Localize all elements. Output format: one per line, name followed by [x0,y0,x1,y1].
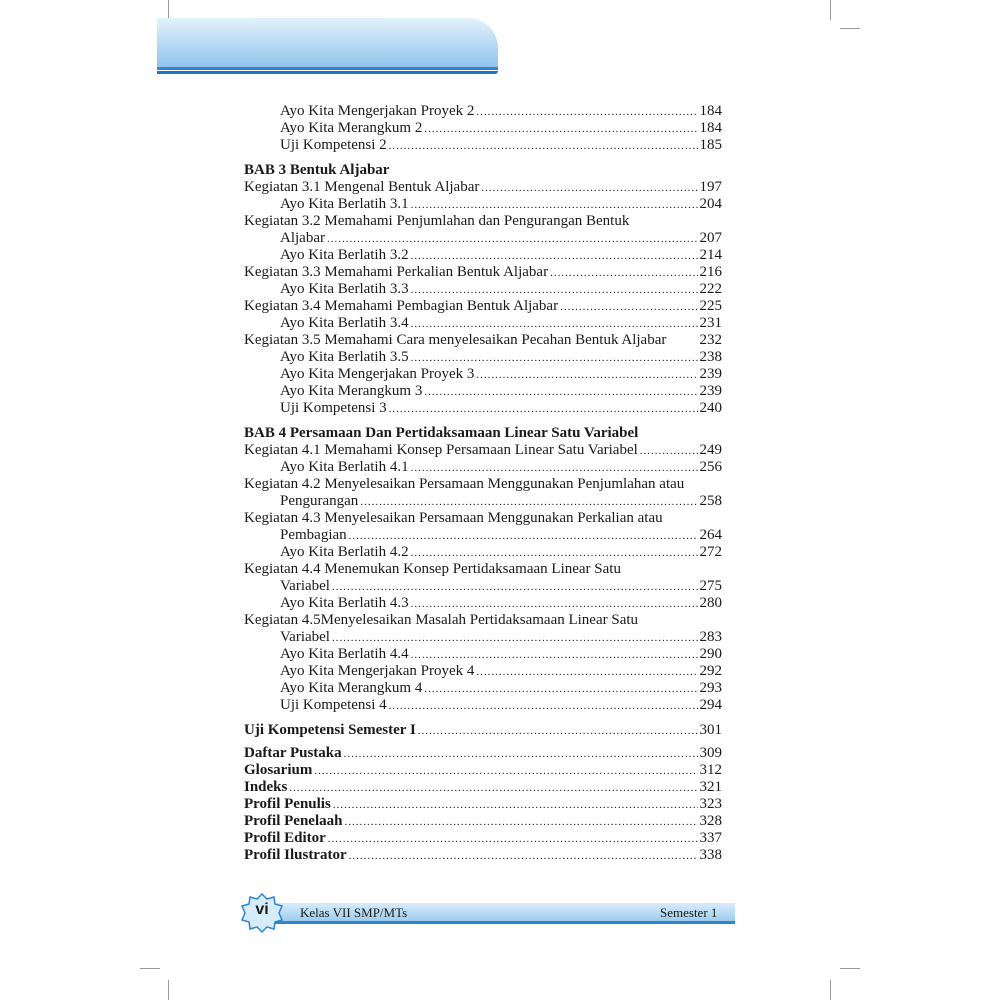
toc-entry-page: 239 [699,366,722,382]
toc-entry [244,796,722,813]
toc-entry [244,230,722,247]
toc-entry-page: 184 [699,103,722,119]
toc-entry-page: 204 [699,196,722,212]
toc-entry-title: Kegiatan 3.1 Mengenal Bentuk Aljabar [244,179,480,195]
toc-entry-page: 301 [699,722,722,738]
toc-entry [244,179,722,196]
toc-entry-page: 293 [699,680,722,696]
toc-entry-page: 214 [699,247,722,263]
dot-leader [344,746,698,763]
toc-entry-title: Kegiatan 3.5 Memahami Cara menyelesaikan Pecahan Bentuk Aljabar [244,332,667,348]
toc-entry [244,332,722,349]
toc-entry [244,476,722,493]
toc-entry [244,400,722,417]
toc-entry [244,315,722,332]
dot-leader [424,121,697,138]
toc-entry-title: Kegiatan 3.2 Memahami Penjumlahan dan Pengurangan Bentuk [244,213,630,229]
toc-entry-page: 312 [699,762,722,778]
toc-entry [244,383,722,400]
toc-entry [244,779,722,796]
toc-entry-title: Profil Penelaah [244,813,343,829]
dot-leader [289,780,697,797]
toc-entry-page: 309 [699,745,722,761]
toc-entry [244,298,722,315]
toc-entry-title: Ayo Kita Berlatih 4.4 [280,646,409,662]
dot-leader [550,265,697,282]
crop-mark [830,980,831,1000]
toc-entry-title: Kegiatan 4.5Menyelesaikan Masalah Pertidaksamaan Linear Satu [244,612,639,628]
toc-entry [244,493,722,510]
toc-entry [244,264,722,281]
dot-leader [481,180,697,197]
toc-entry-page: 283 [699,629,722,645]
dot-leader [476,104,697,121]
toc-entry-title: Ayo Kita Mengerjakan Proyek 3 [280,366,475,382]
toc-entry [244,510,722,527]
toc-entry-title: Variabel [280,578,330,594]
toc-entry-title: Glosarium [244,762,313,778]
toc-entry-page: 197 [699,179,722,195]
toc-entry-title: Uji Kompetensi Semester I [244,722,416,738]
dot-leader [476,664,697,681]
toc-entry-title: Daftar Pustaka [244,745,342,761]
footer-line [270,921,735,924]
toc-entry [244,103,722,120]
toc-entry-title: Ayo Kita Berlatih 3.5 [280,349,409,365]
toc-entry-page: 272 [699,544,722,560]
toc-entry-title: Ayo Kita Berlatih 3.1 [280,196,409,212]
dot-leader [411,350,698,367]
dot-leader [411,647,698,664]
toc-entry [244,196,722,213]
toc-entry-title: Ayo Kita Merangkum 2 [280,120,423,136]
toc-entry-page: 280 [699,595,722,611]
toc-entry [244,813,722,830]
toc-entry-title: Ayo Kita Berlatih 3.2 [280,247,409,263]
toc-entry-title: Ayo Kita Mengerjakan Proyek 2 [280,103,475,119]
dot-leader [411,316,698,333]
toc-entry-page: 222 [699,281,722,297]
dot-leader [333,797,698,814]
toc-entry [244,646,722,663]
dot-leader [328,831,698,848]
toc-entry-title: Uji Kompetensi 2 [280,137,387,153]
toc-entry-page: 321 [699,779,722,795]
toc-entry [244,629,722,646]
toc-entry-page: 225 [699,298,722,314]
dot-leader [314,763,697,780]
toc-entry-page: 185 [699,137,722,153]
toc-entry-title: Ayo Kita Berlatih 3.3 [280,281,409,297]
toc-entry [244,442,722,459]
dot-leader [424,384,697,401]
header-decoration [157,18,498,70]
toc-entry-page: 258 [699,493,722,509]
toc-entry [244,213,722,230]
toc-entry-page: 337 [699,830,722,846]
dot-leader [332,630,698,647]
toc-entry [244,830,722,847]
toc-entry-page: 292 [699,663,722,679]
toc-entry-title: Ayo Kita Berlatih 4.2 [280,544,409,560]
toc-entry [244,349,722,366]
toc-entry [244,527,722,544]
toc-entry-title: Ayo Kita Berlatih 3.4 [280,315,409,331]
dot-leader [411,460,698,477]
dot-leader [411,282,698,299]
crop-mark [140,968,160,969]
dot-leader [560,299,697,316]
toc-entry [244,544,722,561]
toc-entry [244,578,722,595]
toc-entry-page: 264 [699,527,722,543]
dot-leader [349,848,698,865]
toc-entry-page: 290 [699,646,722,662]
crop-mark [840,28,860,29]
toc-entry [244,697,722,714]
table-of-contents [244,103,722,864]
crop-mark [830,0,831,20]
toc-entry-page: 207 [699,230,722,246]
dot-leader [411,596,698,613]
chapter-heading: BAB 4 Persamaan Dan Pertidaksamaan Linear Satu Variabel [244,425,639,441]
dot-leader [411,197,698,214]
toc-entry-title: Ayo Kita Mengerjakan Proyek 4 [280,663,475,679]
toc-entry [244,137,722,154]
dot-leader [424,681,697,698]
toc-entry-title: Kegiatan 4.4 Menemukan Konsep Pertidaksamaan Linear Satu [244,561,621,577]
toc-entry-page: 238 [699,349,722,365]
toc-entry-title: Profil Editor [244,830,326,846]
crop-mark [168,980,169,1000]
dot-leader [349,528,698,545]
toc-entry [244,595,722,612]
dot-leader [389,138,698,155]
chapter-heading: BAB 3 Bentuk Aljabar [244,162,390,178]
toc-entry [244,561,722,578]
dot-leader [360,494,697,511]
toc-entry [244,762,722,779]
dot-leader [411,545,698,562]
crop-mark [168,0,169,20]
toc-entry [244,247,722,264]
toc-entry-title: Profil Ilustrator [244,847,347,863]
toc-entry-page: 256 [699,459,722,475]
dot-leader [640,443,698,460]
toc-entry-title: Ayo Kita Merangkum 4 [280,680,423,696]
toc-entry-page: 275 [699,578,722,594]
toc-entry [244,745,722,762]
toc-entry-page: 338 [699,847,722,863]
toc-entry-title: Ayo Kita Merangkum 3 [280,383,423,399]
toc-entry-title: Kegiatan 4.1 Memahami Konsep Persamaan Linear Satu Variabel [244,442,638,458]
toc-entry-page: 239 [699,383,722,399]
dot-leader [418,723,698,740]
toc-entry [244,281,722,298]
toc-entry-title: Pembagian [280,527,347,543]
toc-entry-title: Kegiatan 4.3 Menyelesaikan Persamaan Menggunakan Perkalian atau [244,510,663,526]
toc-entry-title: Profil Penulis [244,796,331,812]
toc-entry [244,612,722,629]
toc-entry-title: Kegiatan 4.2 Menyelesaikan Persamaan Menggunakan Penjumlahan atau [244,476,685,492]
crop-mark [840,968,860,969]
toc-entry-page: 232 [699,332,722,348]
toc-entry [244,722,722,739]
toc-entry-page: 328 [699,813,722,829]
toc-entry-page: 294 [699,697,722,713]
toc-entry-title: Uji Kompetensi 4 [280,697,387,713]
footer-book-title: Kelas VII SMP/MTs [300,905,408,920]
toc-entry [244,459,722,476]
toc-entry [244,120,722,137]
toc-entry [244,680,722,697]
dot-leader [332,579,698,596]
toc-entry-title: Ayo Kita Berlatih 4.1 [280,459,409,475]
dot-leader [389,401,698,418]
dot-leader [344,814,697,831]
dot-leader [389,698,698,715]
toc-entry-title: Indeks [244,779,288,795]
page-number-badge [239,893,285,933]
toc-entry-title: Kegiatan 3.4 Memahami Pembagian Bentuk Aljabar [244,298,559,314]
footer-semester: Semester 1 [660,905,718,920]
toc-entry-title: Ayo Kita Berlatih 4.3 [280,595,409,611]
toc-entry-title: Pengurangan [280,493,359,509]
dot-leader [327,231,698,248]
toc-entry-page: 216 [699,264,722,280]
toc-entry-title: Aljabar [280,230,325,246]
toc-entry-page: 240 [699,400,722,416]
toc-entry-title: Uji Kompetensi 3 [280,400,387,416]
page-number: vi [255,901,269,918]
dot-leader [476,367,697,384]
toc-entry-title: Variabel [280,629,330,645]
toc-entry-page: 249 [699,442,722,458]
toc-entry-page: 184 [699,120,722,136]
toc-entry [244,847,722,864]
toc-entry-page: 231 [699,315,722,331]
dot-leader [411,248,698,265]
toc-entry-page: 323 [699,796,722,812]
toc-entry [244,663,722,680]
toc-entry [244,366,722,383]
toc-entry-title: Kegiatan 3.3 Memahami Perkalian Bentuk Aljabar [244,264,549,280]
